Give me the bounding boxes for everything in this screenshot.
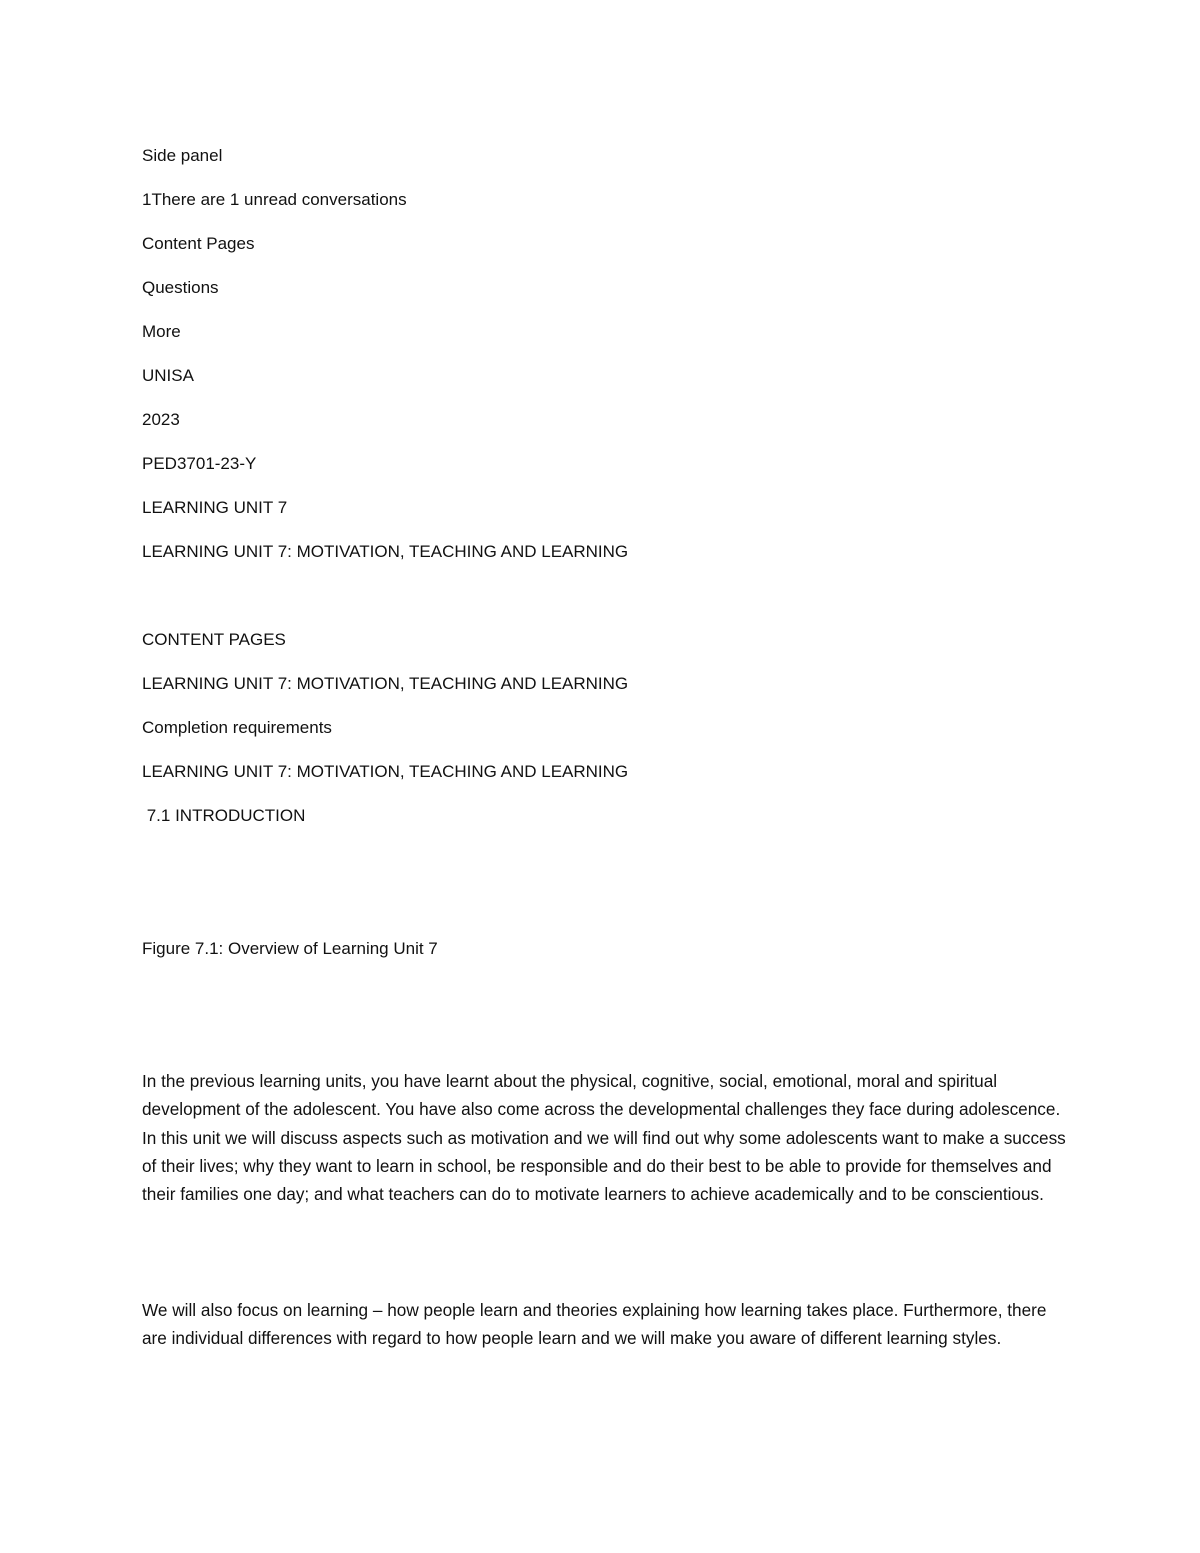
- completion-requirements-text: Completion requirements: [142, 718, 332, 737]
- year-text: 2023: [142, 410, 180, 429]
- section-heading: 7.1 INTRODUCTION: [142, 806, 306, 825]
- learning-unit-title: LEARNING UNIT 7: MOTIVATION, TEACHING AND LEARNING: [142, 542, 629, 561]
- body-paragraph: In the previous learning units, you have learnt about the physical, cognitive, social, emotional, moral and spiritual development of the adolescent. You have also come across the developmental challenges they face during adolescence. In this unit we will discuss aspects such as motivation and we will find out why some adolescents want to make a success of their lives; why they want to learn in school, be responsible and do their best to be able to provide for themselves and their families one day; and what teachers can do to motivate learners to achieve academically and to be conscientious.: [142, 1071, 1066, 1205]
- more-text: More: [142, 322, 181, 341]
- questions-text: Questions: [142, 278, 219, 297]
- learning-unit-title: LEARNING UNIT 7: MOTIVATION, TEACHING AND LEARNING: [142, 762, 629, 781]
- figure-caption: Figure 7.1: Overview of Learning Unit 7: [142, 939, 438, 958]
- institution-text: UNISA: [142, 366, 194, 385]
- course-code-text: PED3701-23-Y: [142, 454, 257, 473]
- body-paragraph: We will also focus on learning – how people learn and theories explaining how learning takes place. Furthermore, there are individual differences with regard to how people learn and we will make you aware of different learning styles.: [142, 1300, 1047, 1349]
- content-pages-text: Content Pages: [142, 234, 255, 253]
- content-pages-heading: CONTENT PAGES: [142, 630, 286, 649]
- learning-unit-title: LEARNING UNIT 7: MOTIVATION, TEACHING AND LEARNING: [142, 674, 629, 693]
- side-panel-text: Side panel: [142, 146, 223, 165]
- unread-conversations-text: 1There are 1 unread conversations: [142, 190, 407, 209]
- learning-unit-text: LEARNING UNIT 7: [142, 498, 288, 517]
